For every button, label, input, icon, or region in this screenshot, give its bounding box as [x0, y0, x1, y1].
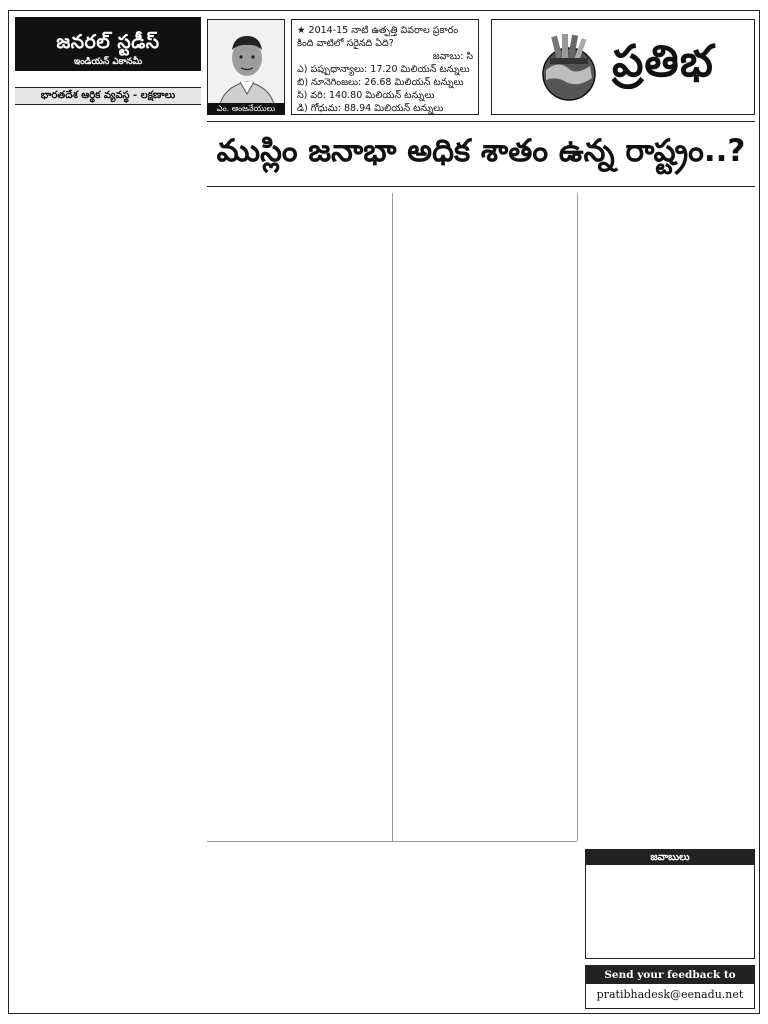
question-column: [577, 193, 755, 841]
answer-key: [585, 849, 755, 959]
masthead-subtitle: ఇండియన్ ఎకానమీ: [73, 57, 143, 67]
headline-title: ముస్లిం జనాభా అధిక శాతం ఉన్న రాష్ట్రం..?: [216, 132, 746, 169]
globe-books-icon: [532, 30, 606, 104]
feedback-email[interactable]: pratibhadesk@eenadu.net: [596, 988, 744, 1001]
inset-option: బి) నూనెగింజలు: 26.68 మిలియన్ టన్నులు: [297, 77, 464, 88]
inset-option: ఎ) పప్పుధాన్యాలు: 17.20 మిలియన్ టన్నులు: [297, 64, 470, 75]
feedback-heading: Send your feedback to: [586, 966, 754, 984]
author-photo: [207, 19, 285, 111]
pratibha-logo-text: ప్రతిభ: [612, 36, 714, 87]
section-banner: భారతదేశ ఆర్థిక వ్యవస్థ - లక్షణాలు: [15, 87, 201, 105]
pratibha-logo-box: [491, 19, 755, 115]
author-portrait-icon: [208, 20, 285, 111]
inset-option: డి) గోధుమ: 88.94 మిలియన్ టన్నులు: [297, 103, 444, 114]
inset-question-box: [291, 19, 479, 115]
question-column-left: [15, 111, 201, 1009]
question-column-tail: [207, 841, 577, 1009]
feedback-box: [585, 965, 755, 1009]
author-caption: ఎం. ఆంజనేయులు: [207, 103, 285, 115]
question-column: [207, 193, 384, 841]
headline: [207, 121, 755, 187]
masthead-title: జనరల్ స్టడీస్: [56, 30, 160, 53]
inset-question-text: ★ 2014-15 నాటి ఉత్పత్తి వివరాల ప్రకారం కింది వాటిలో సరైనది ఏది?: [297, 25, 459, 49]
inset-option: సి) వరి: 140.80 మిలియన్ టన్నులు: [297, 90, 435, 101]
inset-answer: జవాబు: సి: [432, 51, 473, 62]
masthead: [15, 17, 201, 71]
answer-key-heading: జవాబులు: [586, 850, 754, 865]
question-column: [392, 193, 570, 841]
question-columns: [207, 193, 755, 841]
newspaper-page: [8, 10, 760, 1014]
